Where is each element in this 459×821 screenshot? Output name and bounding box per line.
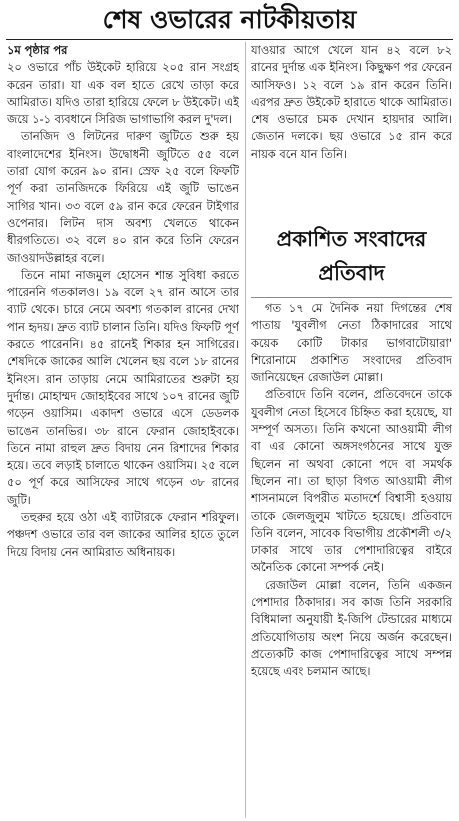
- article-headline: শেষ ওভারের নাটকীয়তায়: [102, 5, 357, 34]
- protest-article-body: [251, 300, 452, 818]
- article-paragraph: তিনে নামা নাজমুল হোসেন শান্ত সুবিধা করতে পারেননি গতকালও। ১৯ বলে ২৭ রান আসে তার ব্যাট থেকে। চারে নেমে অবশ্য গতকাল রানের দেখা পান হৃদয়। দ্রুত ব্যাট চালান তিনি। যদিও ফিফটি পূর্ণ করতে পারেননি। ৪৫ রানেই শিকার হন সাগিরের। শেষদিকে জাকের আলি খেলেন ছয় বলে ১৮ রানের ইনিংস। রান তাড়ায় নেমে আমিরাতের শুরুটা হয় দুর্দান্ত। মোহাম্মদ জোহাইবের সাথে ১০৭ রানের জুটি গড়েন ওয়াসিম। একাদশ ওভারে এসে ডেডলক ভাঙেন তানভির। ৩৮ রানে ফেরান জোহাইবকে। তিনে নামা রাহুল দ্রুত বিদায় নেন রিশাদের শিকার হয়ে। তবে লড়াই চালাতে থাকেন ওয়াসিম। ২৫ বলে ৫০ পূর্ণ করে আসিফের সাথে গড়েন ৩৮ রানের জুটি।: [7, 267, 239, 507]
- column-divider: [245, 42, 246, 818]
- article-paragraph: ২০ ওভারে পাঁচ উইকেট হারিয়ে ২০৫ রান সংগ্রহ করেন তারা। যা এক বল হাতে রেখে তাড়া করে আমিরাত। যদিও তারা হারিয়ে ফেলে ৮ উইকেট। এই জয়ে ১-১ ব্যবধানে সিরিজ ভাগাভাগি করল দু'দল।: [7, 60, 239, 127]
- headline-rule: [6, 39, 453, 40]
- article-body-left-column: [7, 42, 239, 818]
- continued-from-label: ১ম পৃষ্ঠার পর: [7, 43, 68, 57]
- protest-headline-rule: [251, 297, 452, 298]
- article-paragraph: যাওয়ার আগে খেলে যান ৪২ বলে ৮২ রানের দুর্দান্ত এক ইনিংস। কিছুক্ষণ পর ফেরেন আসিফও। ১২ বলে ১৯ রান করেন তিনি। এরপর দ্রুত উইকেট হারাতে থাকে আমিরাত। শেষ ওভারে চমক দেখান হায়দার আলি। জেতান দলকে। ছয় ওভারে ১৫ রান করে নায়ক বনে যান তিনি।: [251, 43, 452, 161]
- protest-headline: প্রকাশিত সংবাদের প্রতিবাদ: [276, 227, 427, 285]
- protest-paragraph: গত ১৭ মে দৈনিক নয়া দিগন্তের শেষ পাতায় 'যুবলীগ নেতা ঠিকাদারের সাথে কয়েক কোটি টাকার ভাগবাটোয়ারা' শিরোনামে প্রকাশিত সংবাদের প্রতিবাদ জানিয়েছেন রেজাউল মোল্লা।: [251, 301, 452, 385]
- protest-paragraph: প্রতিবাদে তিনি বলেন, প্রতিবেদনে তাকে যুবলীগ নেতা হিসেবে চিহ্নিত করা হয়েছে, যা সম্পূর্ণ অসত্য। তিনি কখনো আওয়ামী লীগ বা এর কোনো অঙ্গসংগঠনের সাথে যুক্ত ছিলেন না অথবা কোনো পদে বা সমর্থক ছিলেন না। তা ছাড়া বিগত আওয়ামী লীগ শাসনামলে বিপরীত মতাদর্শে বিশ্বাসী হওয়ায় তাকে জেলজুলুম খাটতে হয়েছে। প্রতিবাদে তিনি বলেন, সাবেক বিভাগীয় প্রকৌশলী ৩/২ ঢাকার সাথে তার পেশাদারিত্বের বাইরে অনৈতিক কোনো সম্পর্ক নেই।: [251, 387, 452, 575]
- article-body-right-column: [251, 42, 452, 222]
- protest-paragraph: রেজাউল মোল্লা বলেন, তিনি একজন পেশাদার ঠিকাদার। সব কাজ তিনি সরকারি বিধিমালা অনুযায়ী ই-জিপি টেন্ডারের মাধ্যমে প্রতিযোগিতায় অংশ নিয়ে অর্জন করেছেন। প্রত্যেকটি কাজ পেশাদারিত্বের সাথে সম্পন্ন হয়েছে এবং চলমান আছে।: [251, 577, 452, 679]
- article-paragraph: তানজিদ ও লিটনের দারুণ জুটিতে শুরু হয় বাংলাদেশের ইনিংস। উদ্বোধনী জুটিতে ৫৫ বলে তারা যোগ করেন ৯০ রান। স্রেফ ২৫ বলে ফিফটি পূর্ণ করা তানজিদকে ফিরিয়ে এই জুটি ভাঙেন সাগির খান। ৩৩ বলে ৫৯ রান করে ফেরেন টাইগার ওপেনার। লিটন দাস অবশ্য খেলতে থাকেন ধীরগতিতে। ৩২ বলে ৪০ রান করে তিনি ফেরেন জাওয়াদউল্লাহর বলে।: [7, 129, 239, 265]
- article-paragraph: তহুরুর হয়ে ওঠা এই ব্যাটারকে ফেরান শরিফুল। পঞ্চদশ ওভারে তার বল জাকের আলির হাতে তুলে দিয়ে বিদায় নেন আমিরাত অধিনায়ক।: [7, 510, 239, 559]
